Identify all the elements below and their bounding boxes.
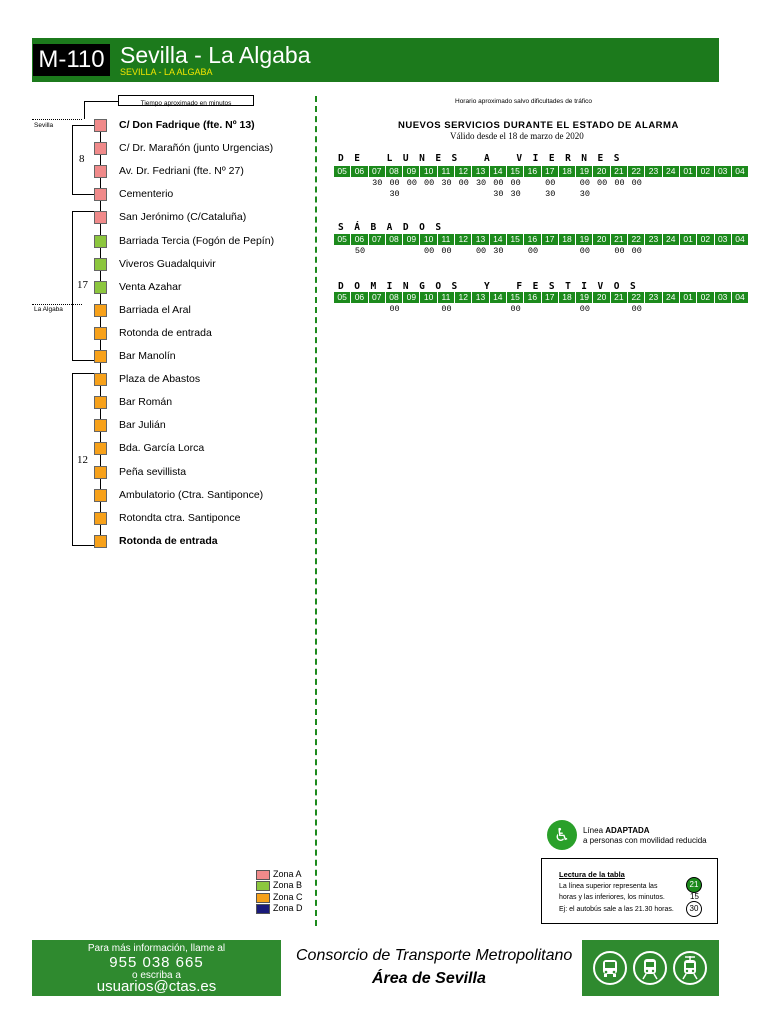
hour-cell: 07 (369, 292, 386, 303)
hour-cell: 12 (455, 234, 472, 245)
hour-cell: 09 (403, 166, 420, 177)
minute-cell: 50 (354, 246, 366, 256)
place-la-algaba: La Algaba (34, 306, 63, 313)
info-phone[interactable]: 955 038 665 (109, 954, 204, 971)
hour-cell: 23 (645, 234, 662, 245)
zone-d-swatch (256, 904, 270, 914)
hour-cell: 15 (507, 292, 524, 303)
sunday-hours (334, 292, 749, 303)
hour-cell: 13 (472, 166, 489, 177)
hour-cell: 10 (420, 292, 437, 303)
stop-name: Rotonda de entrada (119, 534, 218, 547)
stop-name: Av. Dr. Fedriani (fte. Nº 27) (119, 165, 244, 178)
stop-name: Bar Román (119, 396, 173, 409)
hour-cell: 10 (420, 234, 437, 245)
hour-cell: 15 (507, 166, 524, 177)
minute-cell: 30 (545, 189, 556, 199)
segment-3-bottom (72, 545, 94, 546)
hour-cell: 14 (490, 166, 507, 177)
hour-cell: 23 (645, 292, 662, 303)
minute-cell: 00 (424, 246, 435, 256)
schedule-title: NUEVOS SERVICIOS DURANTE EL ESTADO DE ALARMA (398, 120, 679, 131)
minute-cell: 00 (597, 178, 608, 188)
zone-b-label: Zona B (273, 880, 303, 890)
hour-cell: 08 (386, 166, 403, 177)
hour-cell: 06 (351, 292, 368, 303)
saturday-title: SÁBADOS (338, 222, 452, 233)
stop-marker (94, 165, 107, 178)
minute-cell: 00 (389, 178, 400, 188)
minute-cell: 30 (389, 189, 400, 199)
zone-a-swatch (256, 870, 270, 880)
hour-cell: 13 (472, 234, 489, 245)
stop-marker (94, 466, 107, 479)
hour-cell: 11 (438, 292, 455, 303)
minute-cell: 00 (579, 178, 590, 188)
info-text-2: o escriba a (132, 970, 181, 981)
stop-name: Ambulatorio (Ctra. Santiponce) (119, 488, 264, 501)
schedule-validity: Válido desde el 18 de marzo de 2020 (450, 131, 584, 141)
adapted-strong: ADAPTADA (605, 826, 650, 835)
hour-cell: 08 (386, 234, 403, 245)
time-label: Tiempo aproximado en minutos (140, 100, 232, 107)
minute-cell: 00 (475, 246, 487, 256)
hour-cell: 07 (369, 234, 386, 245)
stop-name: Bda. García Lorca (119, 442, 205, 455)
algaba-divider (32, 304, 82, 305)
hour-cell: 24 (663, 166, 680, 177)
zone-c-label: Zona C (273, 892, 303, 902)
segment-3-time: 12 (77, 454, 88, 466)
hour-cell: 01 (680, 234, 697, 245)
stop-name: Barriada Tercia (Fogón de Pepín) (119, 234, 275, 247)
zone-b-swatch (256, 881, 270, 891)
route-subtitle: SEVILLA - LA ALGABA (120, 67, 213, 77)
minute-cell: 00 (510, 178, 521, 188)
stop-name: Plaza de Abastos (119, 373, 201, 386)
stop-marker (94, 350, 107, 363)
minute-cell: 30 (579, 189, 590, 199)
stop-marker (94, 211, 107, 224)
adapted-text (583, 826, 707, 846)
stop-marker (94, 442, 107, 455)
hour-cell: 20 (593, 292, 610, 303)
minute-cell: 30 (493, 189, 504, 199)
reading-line-3: Ej: el autobús sale a las 21.30 horas. (559, 906, 674, 913)
stop-marker (94, 258, 107, 271)
stop-name: Barriada el Aral (119, 303, 191, 316)
minute-cell: 30 (372, 178, 383, 188)
example-min-2: 30 (686, 901, 702, 917)
segment-1-time: 8 (79, 153, 85, 165)
zone-c-swatch (256, 893, 270, 903)
hour-cell: 01 (680, 292, 697, 303)
adapted-line2: a personas con movilidad reducida (583, 836, 707, 845)
minute-cell: 00 (389, 304, 400, 314)
hour-cell: 24 (663, 234, 680, 245)
stop-marker (94, 119, 107, 132)
hour-cell: 11 (438, 166, 455, 177)
hour-cell: 17 (542, 292, 559, 303)
stop-name: San Jerónimo (C/Cataluña) (119, 211, 247, 224)
hour-cell: 22 (628, 292, 645, 303)
stop-marker (94, 327, 107, 340)
hour-cell: 17 (542, 166, 559, 177)
minute-cell: 00 (614, 178, 625, 188)
traffic-note: Horario aproximado salvo dificultades de tráfico (455, 98, 592, 105)
hour-cell: 03 (715, 166, 732, 177)
minute-cell: 00 (441, 304, 452, 314)
hour-cell: 11 (438, 234, 455, 245)
bus-icon (593, 951, 627, 985)
minute-cell: 30 (510, 189, 521, 199)
hour-cell: 10 (420, 166, 437, 177)
info-email[interactable]: usuarios@ctas.es (96, 978, 217, 995)
hour-cell: 04 (732, 166, 749, 177)
minute-cell: 00 (631, 178, 642, 188)
reading-line-2: horas y las inferiores, los minutos. (559, 894, 665, 901)
hour-cell: 08 (386, 292, 403, 303)
segment-2-bracket (72, 211, 73, 360)
minute-cell: 00 (406, 178, 417, 188)
stop-name: Bar Manolín (119, 350, 176, 362)
hour-cell: 09 (403, 292, 420, 303)
minute-cell: 00 (631, 304, 642, 314)
hour-cell: 19 (576, 292, 593, 303)
stop-marker (94, 489, 107, 502)
hour-cell: 16 (524, 292, 541, 303)
reading-title: Lectura de la tabla (559, 870, 625, 879)
route-title: Sevilla - La Algaba (120, 42, 311, 68)
segment-2-time: 17 (77, 279, 88, 291)
hour-cell: 05 (334, 234, 351, 245)
segment-2-top (72, 211, 94, 212)
stop-marker (94, 373, 107, 386)
column-separator (315, 96, 317, 926)
segment-1-top (72, 125, 94, 126)
hour-cell: 05 (334, 166, 351, 177)
stop-name: Venta Azahar (119, 280, 182, 293)
hour-cell: 03 (715, 234, 732, 245)
stop-marker (94, 142, 107, 155)
minute-cell: 00 (579, 304, 590, 314)
hour-cell: 24 (663, 292, 680, 303)
hour-cell: 20 (593, 234, 610, 245)
train-icon (633, 951, 667, 985)
hour-cell: 09 (403, 234, 420, 245)
hour-cell: 22 (628, 234, 645, 245)
hour-cell: 15 (507, 234, 524, 245)
wheelchair-icon: ♿ (547, 820, 577, 850)
stop-name: C/ Don Fadrique (fte. Nº 13) (119, 119, 255, 131)
hour-cell: 01 (680, 166, 697, 177)
sunday-title: DOMINGOS Y FESTIVOS (338, 281, 647, 292)
minute-cell: 00 (545, 178, 556, 188)
tram-icon (673, 951, 707, 985)
minute-cell: 30 (441, 178, 452, 188)
minute-cell: 00 (424, 178, 435, 188)
minute-cell: 00 (614, 246, 625, 256)
minute-cell: 30 (493, 246, 504, 256)
hour-cell: 12 (455, 292, 472, 303)
stop-name: Viveros Guadalquivir (119, 257, 216, 270)
hour-cell: 18 (559, 292, 576, 303)
hour-cell: 16 (524, 166, 541, 177)
org-name-2: Área de Sevilla (372, 970, 486, 987)
transport-icons (582, 940, 719, 996)
route-code: M-110 (33, 44, 110, 76)
hour-cell: 19 (576, 234, 593, 245)
minute-cell: 00 (441, 246, 452, 256)
segment-2-bottom (72, 360, 94, 361)
hour-cell: 21 (611, 166, 628, 177)
hour-cell: 14 (490, 234, 507, 245)
stop-marker (94, 512, 107, 525)
stop-name: Rotondta ctra. Santiponce (119, 511, 241, 524)
hour-cell: 06 (351, 234, 368, 245)
stop-name: Cementerio (119, 188, 174, 201)
example-hour: 21 (686, 877, 702, 893)
minute-cell: 00 (631, 246, 642, 256)
minute-cell: 00 (458, 178, 469, 188)
segment-3-bracket (72, 373, 73, 545)
hour-cell: 16 (524, 234, 541, 245)
time-label-connector (84, 101, 118, 102)
hour-cell: 04 (732, 234, 749, 245)
place-sevilla: Sevilla (34, 122, 54, 129)
hour-cell: 04 (732, 292, 749, 303)
stop-marker (94, 188, 107, 201)
stop-marker (94, 419, 107, 432)
hour-cell: 18 (559, 166, 576, 177)
segment-3-top (72, 373, 94, 374)
hour-cell: 20 (593, 166, 610, 177)
zone-a-label: Zona A (273, 869, 302, 879)
segment-1-bottom (72, 194, 94, 195)
hour-cell: 23 (645, 166, 662, 177)
info-box (32, 940, 281, 996)
saturday-hours (334, 234, 749, 245)
hour-cell: 13 (472, 292, 489, 303)
time-label-box (118, 95, 254, 106)
stop-marker (94, 235, 107, 248)
adapted-prefix: Línea (583, 826, 606, 835)
hour-cell: 02 (697, 234, 714, 245)
hour-cell: 12 (455, 166, 472, 177)
stop-marker (94, 281, 107, 294)
stop-name: Peña sevillista (119, 465, 187, 478)
hour-cell: 17 (542, 234, 559, 245)
hour-cell: 07 (369, 166, 386, 177)
stop-marker (94, 304, 107, 317)
stop-name: Rotonda de entrada (119, 326, 212, 339)
hour-cell: 02 (697, 292, 714, 303)
weekdays-title: DE LUNES A VIERNES (338, 153, 630, 164)
minute-cell: 30 (475, 178, 487, 188)
org-name-1: Consorcio de Transporte Metropolitano (296, 947, 573, 964)
stop-name: Bar Julián (119, 419, 166, 432)
stop-marker (94, 396, 107, 409)
hour-cell: 22 (628, 166, 645, 177)
hour-cell: 06 (351, 166, 368, 177)
weekdays-hours (334, 166, 749, 177)
reading-line-1: La línea superior representa las (559, 883, 658, 890)
example-min-1: 15 (690, 892, 699, 901)
segment-1-bracket (72, 125, 73, 194)
time-label-connector-v (84, 101, 85, 119)
minute-cell: 00 (510, 304, 521, 314)
stop-marker (94, 535, 107, 548)
minute-cell: 00 (493, 178, 504, 188)
hour-cell: 21 (611, 292, 628, 303)
zone-d-label: Zona D (273, 903, 303, 913)
minute-cell: 00 (579, 246, 590, 256)
hour-cell: 21 (611, 234, 628, 245)
hour-cell: 18 (559, 234, 576, 245)
sevilla-divider (32, 119, 82, 120)
info-text-1: Para más información, llame al (87, 943, 226, 954)
stop-name: C/ Dr. Marañón (junto Urgencias) (119, 142, 274, 155)
minute-cell: 00 (527, 246, 539, 256)
hour-cell: 02 (697, 166, 714, 177)
hour-cell: 03 (715, 292, 732, 303)
hour-cell: 19 (576, 166, 593, 177)
hour-cell: 14 (490, 292, 507, 303)
hour-cell: 05 (334, 292, 351, 303)
